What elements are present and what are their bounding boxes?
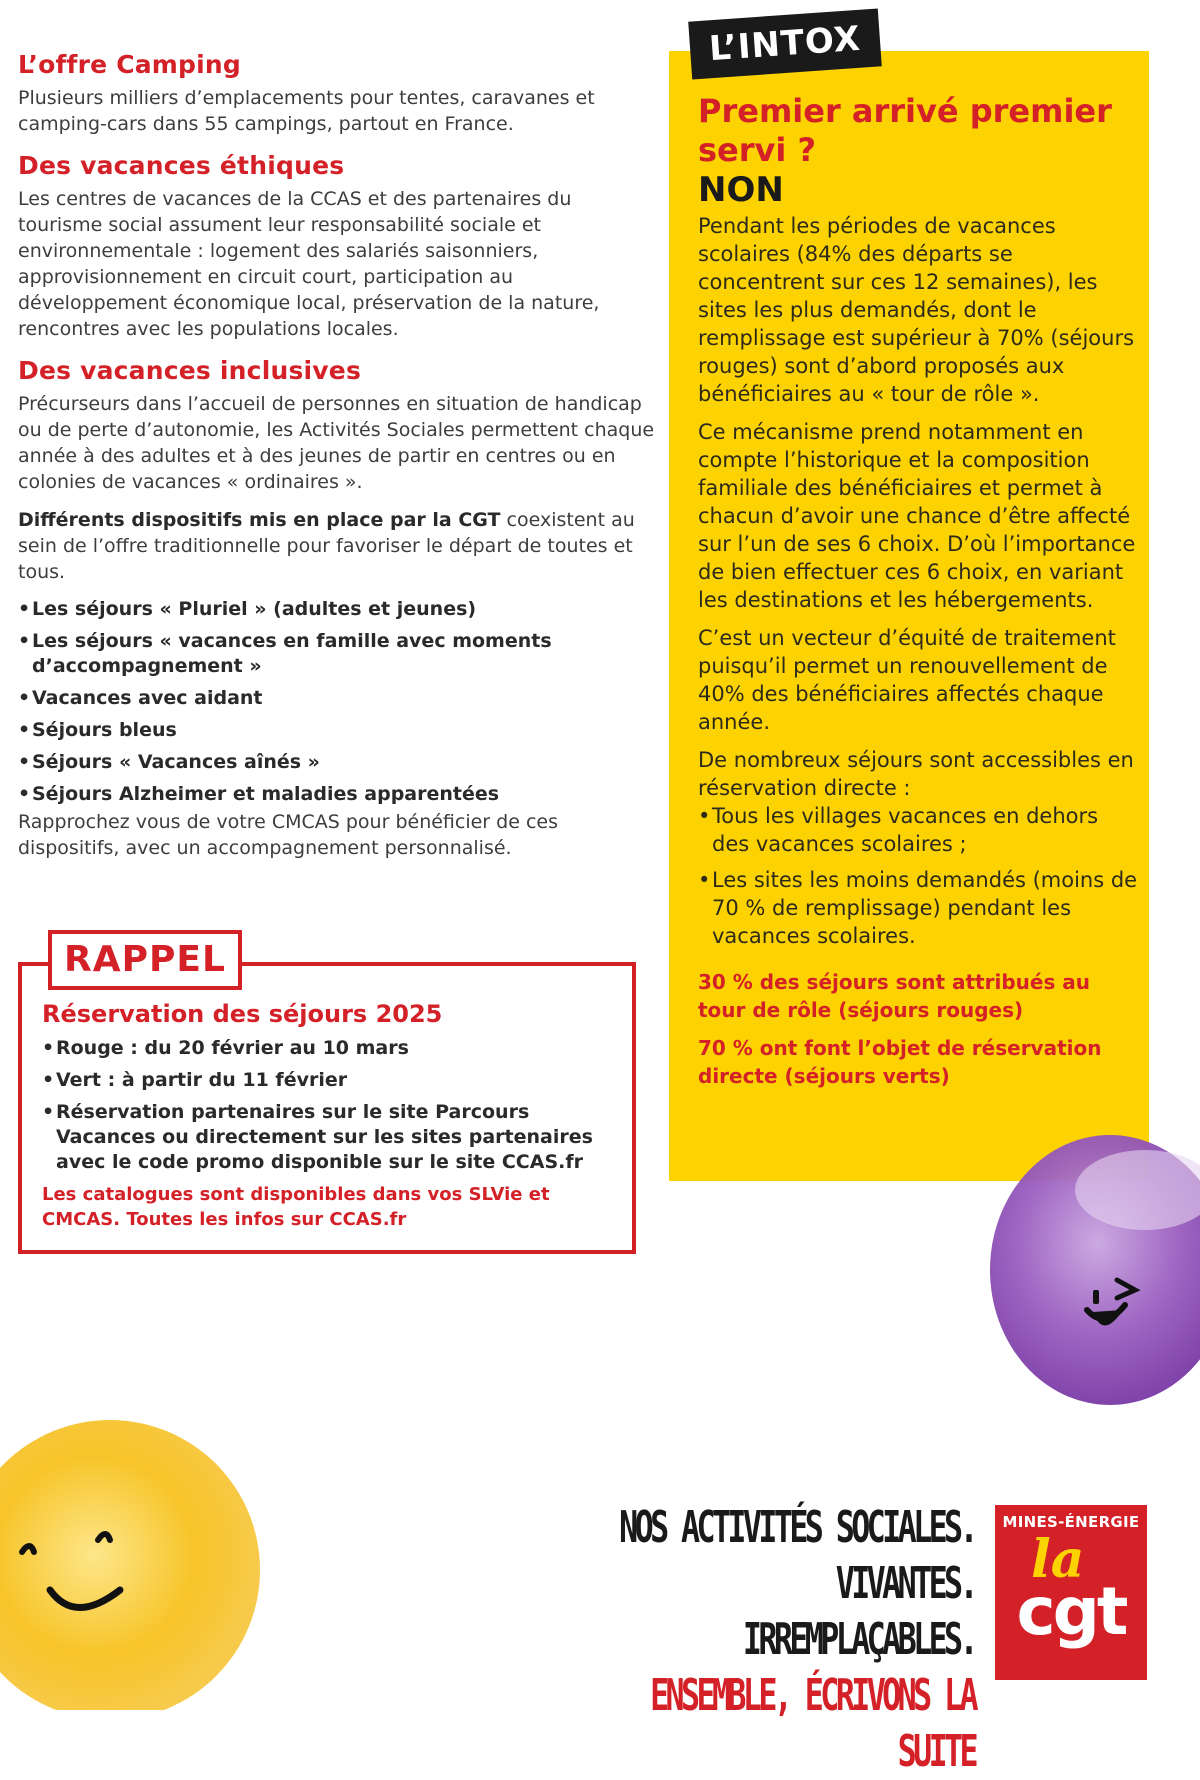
logo-script-icon bbox=[1023, 1531, 1123, 1591]
intox-red1: 30 % des séjours sont attribués au tour de rôle (séjours rouges) bbox=[698, 970, 1091, 1022]
closing-text: Rapprochez vous de votre CMCAS pour bénéficier de ces dispositifs, avec un accompagnement personnalisé. bbox=[18, 811, 558, 859]
rappel-title: Réservation des séjours 2025 bbox=[42, 1000, 443, 1028]
winking-blob-icon bbox=[985, 1130, 1200, 1430]
list-item: • Tous les villages vacances en dehors des vacances scolaires ; bbox=[698, 802, 1138, 858]
logo-top-text: MINES-ÉNERGIE bbox=[1002, 1513, 1140, 1531]
list-item: • Les séjours « vacances en famille avec moments d’accompagnement » bbox=[18, 629, 658, 679]
rappel-footer: Les catalogues sont disponibles dans vos SLVie et CMCAS. Toutes les infos sur CCAS.fr bbox=[42, 1184, 550, 1230]
intox-headline: Premier arrivé premier servi ? bbox=[698, 92, 1112, 169]
dispositifs-rest: coexistent au sein de l’offre traditionnelle pour favoriser le départ de toutes et tous. bbox=[18, 509, 635, 583]
dispositifs-list bbox=[18, 597, 658, 807]
list-item: • Séjours Alzheimer et maladies apparentées bbox=[18, 782, 658, 807]
list-item: • Séjours « Vacances aînés » bbox=[18, 750, 658, 775]
slogan-line-2: VIVANTES. IRREMPLAÇABLES. bbox=[742, 1558, 975, 1665]
list-item: • Les sites les moins demandés (moins de 70 % de remplissage) pendant les vacances scolaires. bbox=[698, 866, 1138, 950]
dispositifs-bold: Différents dispositifs mis en place par la CGT bbox=[18, 509, 501, 531]
slogan bbox=[470, 1500, 975, 1780]
dispositifs-text bbox=[18, 507, 658, 585]
inclusives-text: Précurseurs dans l’accueil de personnes en situation de handicap ou de perte d’autonomie, les Activités Sociales permettent chaque année à des adultes et à des jeunes de partir en centres ou en colonies de vacances « ordinaires ». bbox=[18, 393, 655, 493]
smiley-sun-icon bbox=[0, 1380, 290, 1710]
intox-content bbox=[698, 92, 1138, 1100]
ethiques-text: Les centres de vacances de la CCAS et des partenaires du tourisme social assument leur responsabilité sociale et environnementale : logement des salariés saisonniers, approvisionnement en circuit court, participation au développement économique local, préservation de la nature, rencontres avec les populations locales. bbox=[18, 188, 600, 340]
list-item: • Les séjours « Pluriel » (adultes et jeunes) bbox=[18, 597, 658, 622]
intox-red2: 70 % ont font l’objet de réservation directe (séjours verts) bbox=[698, 1036, 1102, 1088]
rappel-list bbox=[42, 1036, 632, 1175]
rappel-tag-label: RAPPEL bbox=[64, 939, 226, 980]
camping-text: Plusieurs milliers d’emplacements pour tentes, caravanes et camping-cars dans 55 campings, partout en France. bbox=[18, 87, 595, 135]
inclusives-title: Des vacances inclusives bbox=[18, 356, 362, 385]
rappel-content bbox=[42, 1000, 632, 1232]
list-item: • Vert : à partir du 11 février bbox=[42, 1068, 632, 1093]
logo-main-text: cgt bbox=[1016, 1573, 1126, 1650]
list-item: • Rouge : du 20 février au 10 mars bbox=[42, 1036, 632, 1061]
slogan-line-3: ENSEMBLE, ÉCRIVONS LA SUITE bbox=[650, 1670, 975, 1777]
intox-p4: De nombreux séjours sont accessibles en réservation directe : bbox=[698, 748, 1134, 800]
camping-title: L’offre Camping bbox=[18, 50, 242, 79]
intox-answer: NON bbox=[698, 170, 784, 210]
cgt-logo bbox=[995, 1505, 1147, 1680]
intox-p3: C’est un vecteur d’équité de traitement puisqu’il permet un renouvellement de 40% des bénéficiaires affectés chaque année. bbox=[698, 626, 1116, 734]
intox-p1: Pendant les périodes de vacances scolaires (84% des départs se concentrent sur ces 12 semaines), les sites les plus demandés, dont le remplissage est supérieur à 70% (séjours rouges) sont d’abord proposés aux bénéficiaires au « tour de rôle ». bbox=[698, 214, 1135, 406]
left-column bbox=[18, 50, 658, 873]
intox-tag-label: L’INTOX bbox=[707, 18, 863, 70]
svg-text:la: la bbox=[1031, 1531, 1085, 1590]
intox-p2: Ce mécanisme prend notamment en compte l’historique et la composition familiale des bénéficiaires et permet à chacun d’avoir une chance d’être affecté sur l’un de ses 6 choix. D’où l’importance de bien effectuer ces 6 choix, en variant les destinations et les hébergements. bbox=[698, 420, 1136, 612]
rappel-tag bbox=[48, 930, 242, 990]
slogan-line-1: NOS ACTIVITÉS SOCIALES. bbox=[619, 1502, 975, 1553]
list-item: • Vacances avec aidant bbox=[18, 686, 658, 711]
list-item: • Réservation partenaires sur le site Parcours Vacances ou directement sur les sites partenaires avec le code promo disponible sur le site CCAS.fr bbox=[42, 1100, 632, 1175]
ethiques-title: Des vacances éthiques bbox=[18, 151, 345, 180]
intox-list bbox=[698, 802, 1138, 950]
list-item: • Séjours bleus bbox=[18, 718, 658, 743]
